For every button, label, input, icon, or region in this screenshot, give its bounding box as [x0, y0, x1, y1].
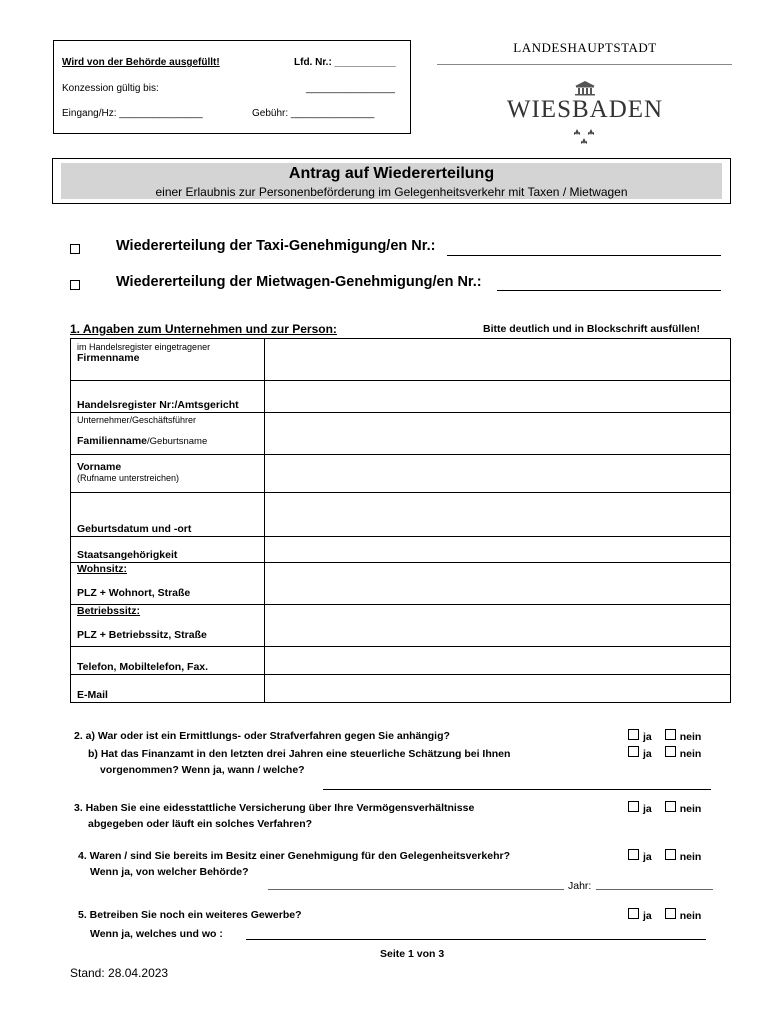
residence-input[interactable]: [265, 563, 731, 605]
title-box: [52, 158, 731, 204]
fee-field[interactable]: Gebühr: _______________: [252, 108, 375, 119]
q2b-answer-line[interactable]: [323, 789, 711, 790]
register-label: Handelsregister Nr:/Amtsgericht: [77, 399, 239, 411]
receipt-field[interactable]: Eingang/Hz: _______________: [62, 108, 203, 119]
q2a-no-checkbox[interactable]: [665, 729, 676, 740]
checkbox-icon[interactable]: [70, 280, 80, 290]
register-label-cell: [71, 381, 265, 413]
first-name-label-cell: [71, 455, 265, 493]
city-hall-icon: [573, 80, 597, 96]
office-use-box: [53, 40, 411, 134]
firm-name-hint: im Handelsregister eingetragener: [77, 342, 211, 352]
yes-label: ja: [643, 803, 652, 815]
question-4-line-2: Wenn ja, von welcher Behörde?: [90, 866, 249, 878]
question-4-options: [628, 849, 701, 863]
no-label: nein: [679, 731, 702, 743]
yes-label: ja: [643, 851, 652, 863]
q2b-yes-checkbox[interactable]: [628, 746, 639, 757]
business-input[interactable]: [265, 605, 731, 647]
question-3-options: [628, 801, 701, 815]
q4-no-checkbox[interactable]: [665, 849, 676, 860]
email-label: E-Mail: [77, 689, 108, 701]
family-name-label-cell: [71, 413, 265, 455]
checkbox-icon[interactable]: [70, 244, 80, 254]
family-name-label: Familienname: [77, 435, 148, 447]
form-title: Antrag auf Wiedererteilung: [288, 165, 495, 182]
block-letters-note: Bitte deutlich und in Blockschrift ausfüllen!: [483, 323, 701, 335]
question-5-options: [628, 908, 701, 922]
yes-label: ja: [643, 910, 652, 922]
office-use-label: Wird von der Behörde ausgefüllt!: [62, 57, 220, 68]
question-5-line-1: 5. Betreiben Sie noch ein weiteres Gewerbe?: [78, 909, 302, 921]
family-name-input[interactable]: [265, 413, 731, 455]
city-label: LANDESHAUPTSTADT: [513, 40, 657, 55]
form-subtitle: einer Erlaubnis zur Personenbeförderung im Gelegenheitsverkehr mit Taxen / Mietwagen: [155, 185, 628, 199]
office-use-line-3: [62, 108, 375, 119]
birth-label: Geburtsdatum und -ort: [77, 523, 192, 535]
section-1-heading: 1. Angaben zum Unternehmen und zur Person:: [70, 322, 337, 336]
q5-yes-checkbox[interactable]: [628, 908, 639, 919]
table-row: [71, 413, 731, 455]
owner-hint: Unternehmer/Geschäftsführer: [77, 415, 197, 425]
question-5-line-2: Wenn ja, welches und wo :: [90, 928, 223, 940]
table-row: [71, 537, 731, 563]
nationality-label: Staatsangehörigkeit: [77, 549, 178, 561]
q5-no-checkbox[interactable]: [665, 908, 676, 919]
table-row: [71, 381, 731, 413]
question-3-line-1: 3. Haben Sie eine eidesstattliche Versicherung über Ihre Vermögensverhältnisse: [74, 802, 475, 814]
first-name-hint: (Rufname unterstreichen): [77, 473, 180, 483]
table-row: [71, 563, 731, 605]
table-row: [71, 339, 731, 381]
email-label-cell: [71, 675, 265, 703]
firm-name-label: Firmenname: [77, 352, 140, 364]
phone-input[interactable]: [265, 647, 731, 675]
concession-valid-field[interactable]: ________________: [306, 83, 395, 94]
email-input[interactable]: [265, 675, 731, 703]
lfd-nr-field[interactable]: Lfd. Nr.: ___________: [294, 57, 396, 68]
q3-yes-checkbox[interactable]: [628, 801, 639, 812]
q4-authority-line[interactable]: [268, 889, 564, 890]
business-heading: Betriebssitz:: [77, 605, 141, 617]
document-date: Stand: 28.04.2023: [70, 966, 169, 980]
residence-label-cell: [71, 563, 265, 605]
rental-renewal-checkbox[interactable]: [70, 276, 80, 294]
table-row: [71, 675, 731, 703]
business-label: PLZ + Betriebssitz, Straße: [77, 629, 207, 641]
residence-label: PLZ + Wohnort, Straße: [77, 587, 191, 599]
birth-label-cell: [71, 493, 265, 537]
residence-heading: Wohnsitz:: [77, 563, 127, 575]
phone-label-cell: [71, 647, 265, 675]
phone-label: Telefon, Mobiltelefon, Fax.: [77, 661, 209, 673]
taxi-renewal-checkbox[interactable]: [70, 240, 80, 258]
birth-name-label: /Geburtsname: [147, 436, 208, 447]
q5-answer-line[interactable]: [246, 939, 706, 940]
table-row: [71, 493, 731, 537]
city-wordmark: WIESBADEN: [506, 96, 664, 123]
title-background: [61, 163, 722, 199]
question-2a-options: [628, 729, 701, 743]
question-2a: 2. a) War oder ist ein Ermittlungs- oder Strafverfahren gegen Sie anhängig?: [74, 730, 450, 742]
office-use-line-2: [62, 83, 395, 94]
q2b-no-checkbox[interactable]: [665, 746, 676, 757]
q3-no-checkbox[interactable]: [665, 801, 676, 812]
taxi-number-field[interactable]: [447, 255, 721, 256]
table-row: [71, 605, 731, 647]
firm-name-label-cell: [71, 339, 265, 381]
rental-number-field[interactable]: [497, 290, 721, 291]
no-label: nein: [679, 910, 702, 922]
office-use-line-1: [62, 57, 396, 68]
yes-label: ja: [643, 731, 652, 743]
page-number: Seite 1 von 3: [380, 948, 445, 960]
lilies-emblem-icon: [571, 127, 599, 149]
business-label-cell: [71, 605, 265, 647]
q4-year-label: Jahr:: [568, 880, 592, 892]
table-row: [71, 455, 731, 493]
yes-label: ja: [643, 748, 652, 760]
no-label: nein: [679, 748, 702, 760]
nationality-input[interactable]: [265, 537, 731, 563]
header-divider: [437, 64, 732, 65]
rental-renewal-label: Wiedererteilung der Mietwagen-Genehmigung/en Nr.:: [116, 274, 482, 290]
question-3-line-2: abgegeben oder läuft ein solches Verfahren?: [88, 818, 313, 830]
question-2b-line-2: vorgenommen? Wenn ja, wann / welche?: [100, 764, 305, 776]
q2a-yes-checkbox[interactable]: [628, 729, 639, 740]
person-data-table: [70, 338, 731, 703]
no-label: nein: [679, 851, 702, 863]
question-2b-options: [628, 746, 701, 760]
table-row: [71, 647, 731, 675]
birth-input[interactable]: [265, 493, 731, 537]
question-4-line-1: 4. Waren / sind Sie bereits im Besitz einer Genehmigung für den Gelegenheitsverkehr?: [78, 850, 510, 862]
firm-name-input[interactable]: [265, 339, 731, 381]
register-input[interactable]: [265, 381, 731, 413]
first-name-label: Vorname: [77, 461, 122, 473]
concession-valid-label: Konzession gültig bis:: [62, 83, 159, 94]
first-name-input[interactable]: [265, 455, 731, 493]
no-label: nein: [679, 803, 702, 815]
nationality-label-cell: [71, 537, 265, 563]
taxi-renewal-label: Wiedererteilung der Taxi-Genehmigung/en Nr.:: [116, 238, 436, 254]
q4-yes-checkbox[interactable]: [628, 849, 639, 860]
q4-year-line[interactable]: [596, 889, 713, 890]
question-2b-line-1: b) Hat das Finanzamt in den letzten drei Jahren eine steuerliche Schätzung bei Ihnen: [88, 748, 511, 760]
